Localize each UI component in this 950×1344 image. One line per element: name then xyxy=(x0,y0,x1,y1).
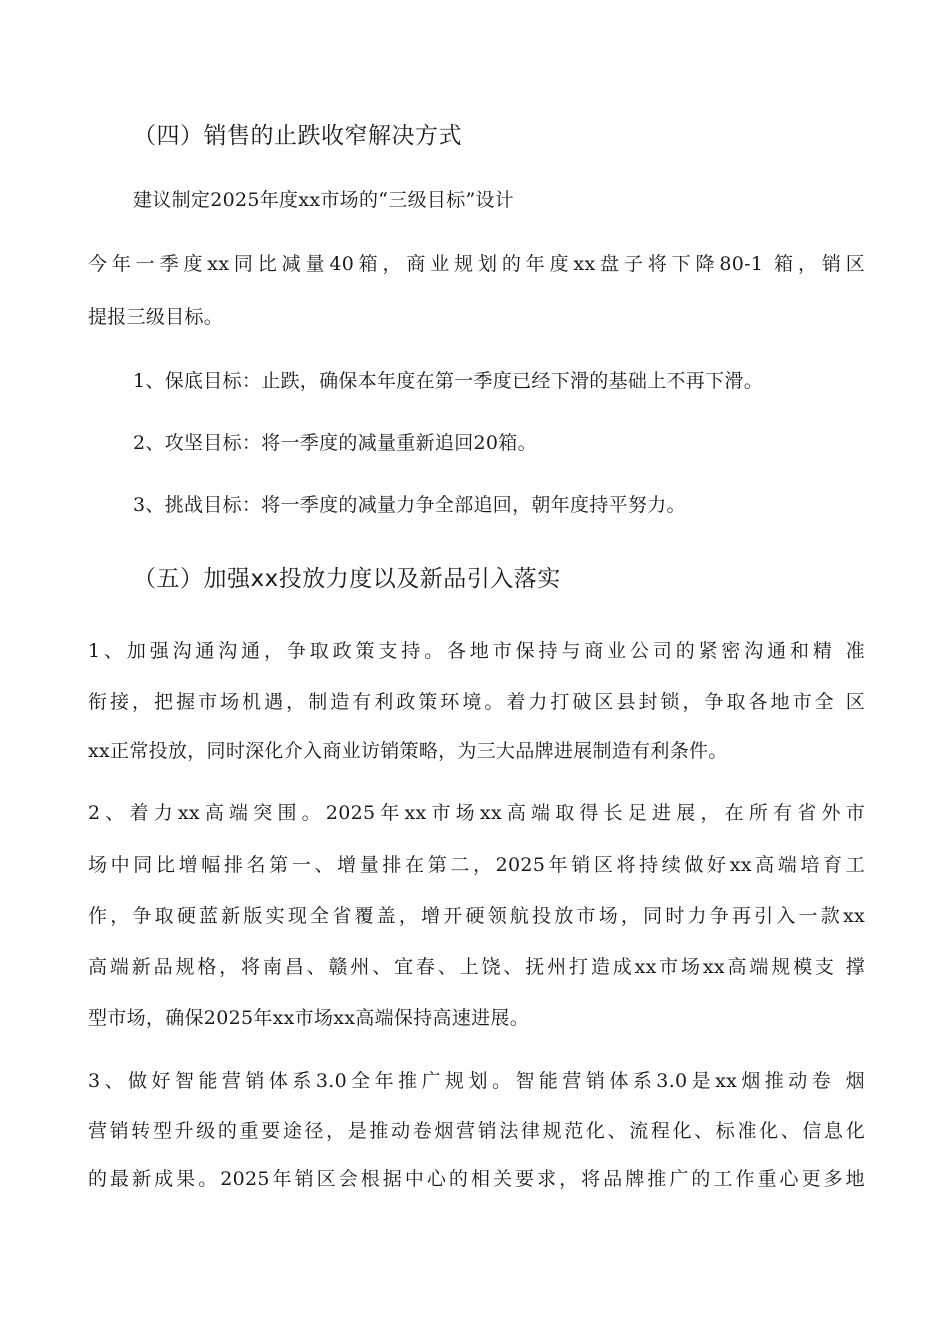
sec5-p1-line: 衔接，把握市场机遇，制造有利政策环境。着力打破区县封锁，争取各地市全 区 xyxy=(88,691,865,713)
section-heading-4: （四）销售的止跌收窄解决方式 xyxy=(133,123,462,149)
sec5-p1-line: 1、加强沟通沟通，争取政策支持。各地市保持与商业公司的紧密沟通和精 准 xyxy=(88,640,865,662)
sec4-item-1: 1、保底目标：止跌，确保本年度在第一季度已经下滑的基础上不再下滑。 xyxy=(133,370,763,392)
sec5-p1-line: xx正常投放，同时深化介入商业访销策略，为三大品牌进展制造有利条件。 xyxy=(88,740,728,762)
sec5-p2-line: 2、着力xx高端突围。2025年xx市场xx高端取得长足进展，在所有省外市 xyxy=(88,802,865,824)
section-heading-5: （五）加强xx投放力度以及新品引入落实 xyxy=(133,566,561,592)
sec5-p2-line: 型市场，确保2025年xx市场xx高端保持高速进展。 xyxy=(88,1007,530,1029)
sec4-intro: 建议制定2025年度xx市场的“三级目标”设计 xyxy=(133,189,515,211)
sec5-p2-line: 高端新品规格，将南昌、赣州、宜春、上饶、抚州打造成xx市场xx高端规模支 撑 xyxy=(88,956,865,978)
sec4-item-3: 3、挑战目标：将一季度的减量力争全部追回，朝年度持平努力。 xyxy=(133,494,686,516)
sec4-p1-line2: 提报三级目标。 xyxy=(88,306,224,328)
sec5-p3-line: 的最新成果。2025年销区会根据中心的相关要求，将品牌推广的工作重心更多地 xyxy=(88,1168,865,1190)
sec5-p3-line: 3、做好智能营销体系3.0全年推广规划。智能营销体系3.0是xx烟推动卷 烟 xyxy=(88,1070,865,1092)
sec5-p3-line: 营销转型升级的重要途径，是推动卷烟营销法律规范化、流程化、标准化、信息化 xyxy=(88,1120,865,1142)
sec4-item-2: 2、攻坚目标：将一季度的减量重新追回20箱。 xyxy=(133,432,537,454)
sec5-p2-line: 场中同比增幅排名第一、增量排在第二，2025年销区将持续做好xx高端培育工 xyxy=(88,854,865,876)
sec4-p1-line1: 今年一季度xx同比减量40箱，商业规划的年度xx盘子将下降80-1 箱，销区 xyxy=(88,253,865,275)
sec5-p2-line: 作，争取硬蓝新版实现全省覆盖，增开硬领航投放市场，同时力争再引入一款xx xyxy=(88,905,865,927)
